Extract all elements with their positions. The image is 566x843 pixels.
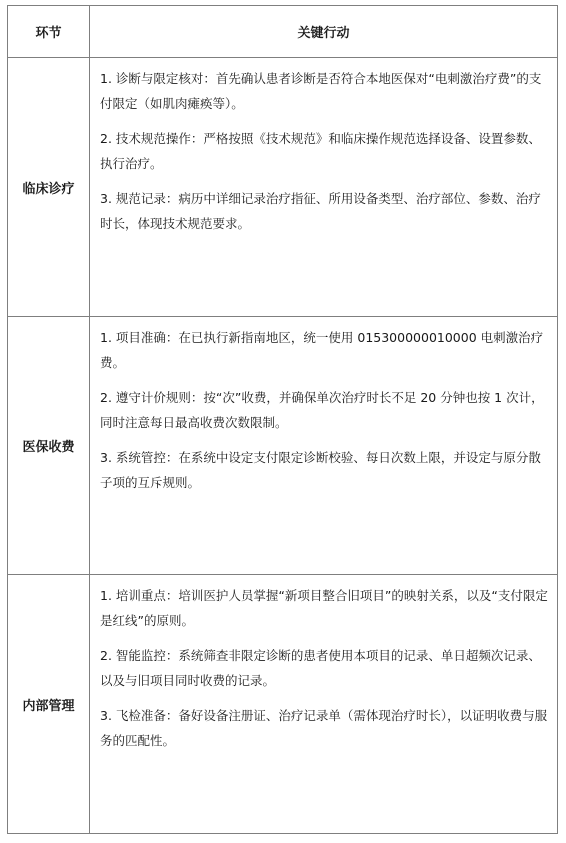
section-internal-management: 内部管理: [8, 575, 90, 834]
table-row-clinical: [8, 58, 558, 317]
action-item: 2. 技术规范操作：严格按照《技术规范》和临床操作规范选择设备、设置参数、执行治疗。: [100, 131, 541, 171]
actions-clinical: [90, 58, 558, 317]
table-row-internal-management: [8, 575, 558, 834]
header-stage: 环节: [8, 6, 90, 58]
action-item: 3. 规范记录：病历中详细记录治疗指征、所用设备类型、治疗部位、参数、治疗时长，体现技术规范要求。: [100, 191, 541, 231]
action-item: 3. 系统管控：在系统中设定支付限定诊断校验、每日次数上限，并设定与原分散子项的互斥规则。: [100, 450, 541, 490]
section-insurance-billing: 医保收费: [8, 317, 90, 575]
table-row-insurance-billing: [8, 317, 558, 575]
header-key-actions: 关键行动: [90, 6, 558, 58]
table-header-row: [8, 6, 558, 58]
action-item: 2. 遵守计价规则：按“次”收费，并确保单次治疗时长不足 20 分钟也按 1 次计，同时注意每日最高收费次数限制。: [100, 390, 544, 430]
action-item: 1. 诊断与限定核对：首先确认患者诊断是否符合本地医保对“电刺激治疗费”的支付限定（如肌肉瘫痪等）。: [100, 71, 542, 111]
action-item: 1. 项目准确：在已执行新指南地区，统一使用 015300000010000 电刺激治疗费。: [100, 330, 544, 370]
action-item: 3. 飞检准备：备好设备注册证、治疗记录单（需体现治疗时长），以证明收费与服务的匹配性。: [100, 708, 548, 748]
actions-internal-management: [90, 575, 558, 834]
actions-insurance-billing: [90, 317, 558, 575]
action-item: 2. 智能监控：系统筛查非限定诊断的患者使用本项目的记录、单日超频次记录、以及与旧项目同时收费的记录。: [100, 648, 541, 688]
key-actions-table: [7, 5, 558, 834]
section-clinical: 临床诊疗: [8, 58, 90, 317]
action-item: 1. 培训重点：培训医护人员掌握“新项目整合旧项目”的映射关系，以及“支付限定是红线”的原则。: [100, 588, 548, 628]
